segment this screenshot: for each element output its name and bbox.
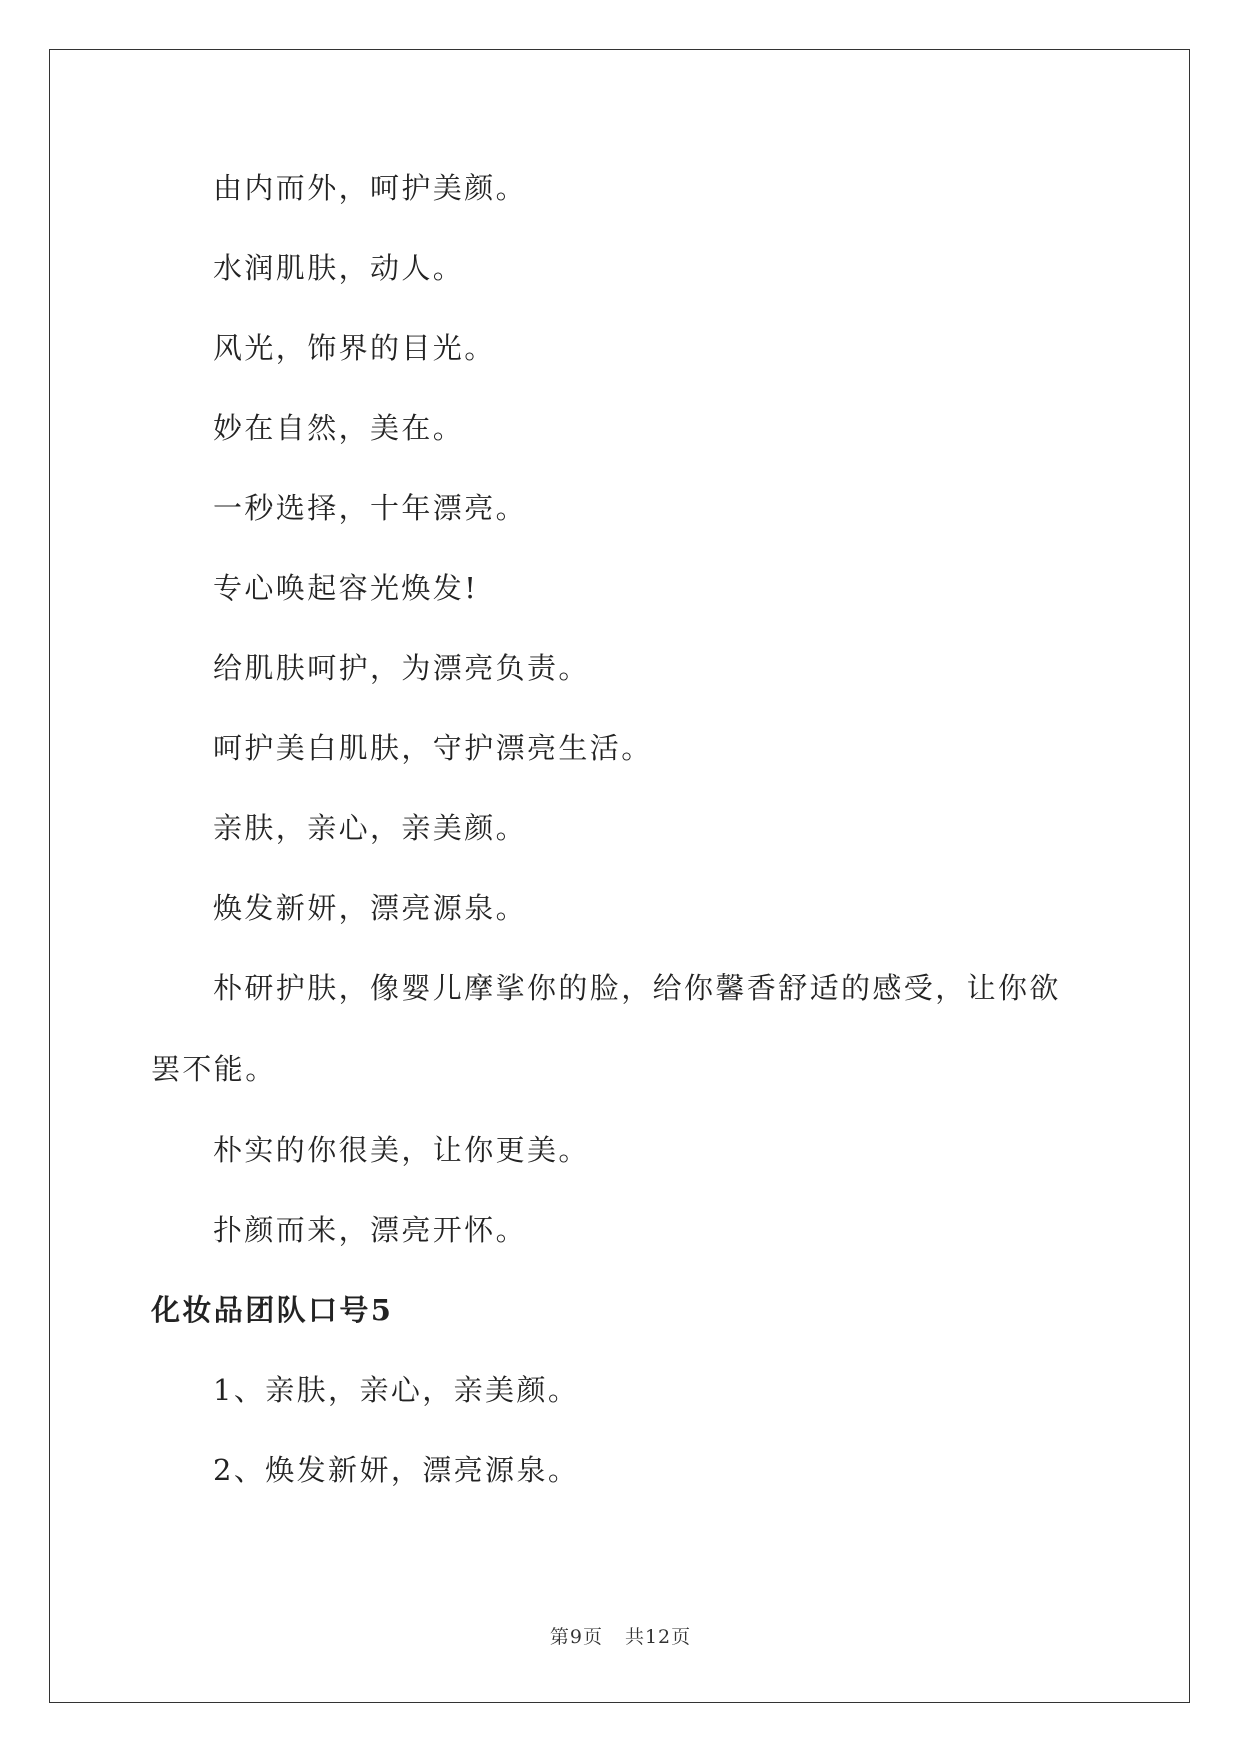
slogan-line: 焕发新妍，漂亮源泉。: [213, 891, 528, 925]
slogan-line: 水润肌肤，动人。: [213, 251, 465, 285]
section-heading: 化妆品团队口号5: [151, 1293, 394, 1327]
slogan-line: 一秒选择，十年漂亮。: [213, 491, 528, 525]
slogan-line: 由内而外，呵护美颜。: [213, 171, 528, 205]
page-total: 共12页: [624, 1626, 692, 1648]
numbered-item: 2、焕发新妍，漂亮源泉。: [213, 1453, 580, 1487]
slogan-line: 给肌肤呵护，为漂亮负责。: [213, 651, 590, 685]
slogan-line: 朴实的你很美，让你更美。: [213, 1133, 590, 1167]
slogan-line: 妙在自然，美在。: [213, 411, 465, 445]
numbered-item: 1、亲肤，亲心，亲美颜。: [213, 1373, 580, 1407]
page-number: 第9页: [549, 1626, 603, 1648]
slogan-paragraph: 朴研护肤，像婴儿摩挲你的脸，给你馨香舒适的感受，让你欲罢不能。: [151, 971, 1061, 1086]
slogan-line: 呵护美白肌肤，守护漂亮生活。: [213, 731, 653, 765]
slogan-line: 扑颜而来，漂亮开怀。: [213, 1213, 528, 1247]
slogan-line: 风光，饰界的目光。: [213, 331, 496, 365]
slogan-line: 亲肤，亲心，亲美颜。: [213, 811, 528, 845]
slogan-line: 专心唤起容光焕发!: [213, 571, 479, 605]
document-body: [151, 168, 1091, 1530]
page-footer: [0, 1622, 1241, 1649]
